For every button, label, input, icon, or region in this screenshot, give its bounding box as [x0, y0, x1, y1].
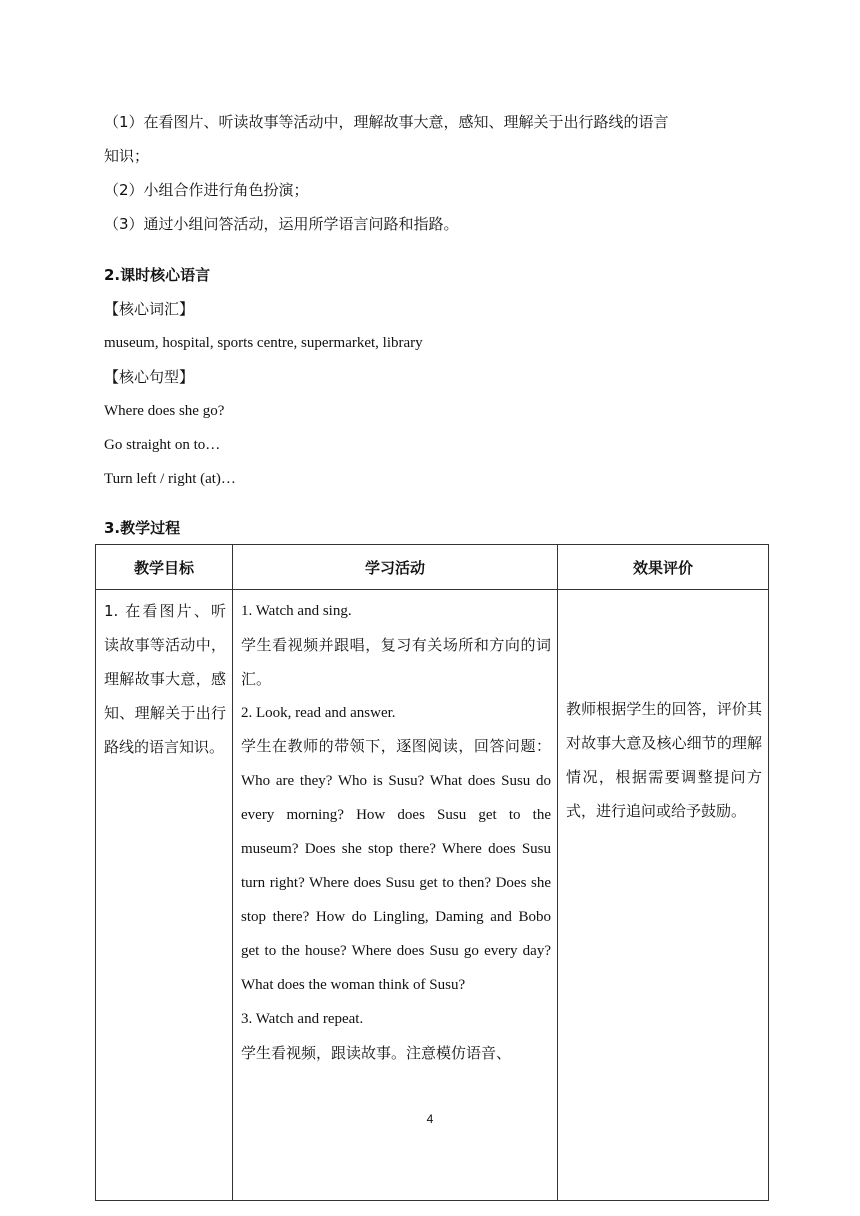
evaluation-text: 教师根据学生的回答，评价其对故事大意及核心细节的理解情况，根据需要调整提问方式，进行追问或给予鼓励。	[566, 700, 762, 820]
pattern-2: Go straight on to…	[104, 437, 221, 453]
activity-2-title: 2. Look, read and answer.	[241, 705, 396, 721]
header-evaluation: 效果评价	[558, 545, 769, 590]
header-goal: 教学目标	[96, 545, 233, 590]
activity-3-title: 3. Watch and repeat.	[241, 1011, 364, 1027]
objective-line-2: （2）小组合作进行角色扮演；	[104, 181, 309, 199]
vocab-list: museum, hospital, sports centre, supermarket, library	[104, 335, 423, 351]
activity-3-desc: 学生看视频，跟读故事。注意模仿语音、	[241, 1044, 512, 1062]
table-header-row	[96, 545, 769, 590]
pattern-3: Turn left / right (at)…	[104, 471, 236, 487]
objective-line-1: （1）在看图片、听读故事等活动中，理解故事大意，感知、理解关于出行路线的语言	[104, 113, 669, 131]
teaching-process-table	[95, 544, 769, 1201]
activity-1-desc: 学生看视频并跟唱，复习有关场所和方向的词汇。	[241, 636, 551, 688]
section-2-heading: 2.课时核心语言	[104, 266, 211, 284]
patterns-label: 【核心句型】	[104, 368, 195, 386]
section-3-heading: 3.教学过程	[104, 519, 181, 537]
vocab-label: 【核心词汇】	[104, 300, 195, 318]
goal-text: 1. 在看图片、听读故事等活动中，理解故事大意，感知、理解关于出行路线的语言知识。	[104, 602, 226, 756]
page-number: 4	[426, 1112, 434, 1126]
table-row	[96, 590, 769, 1201]
pattern-1: Where does she go?	[104, 403, 225, 419]
activity-1-title: 1. Watch and sing.	[241, 603, 352, 619]
activities-cell	[233, 590, 558, 1201]
evaluation-cell	[558, 590, 769, 1201]
objective-line-1-cont: 知识；	[104, 147, 150, 165]
activity-2-desc: 学生在教师的带领下，逐图阅读，回答问题：Who are they? Who is Susu? What does Susu do every morning? How does Susu get to the museum? Does she stop there? Where does Susu turn right? Where does Susu get to then? Does she stop there? How do Lingling, Daming and Bobo get to the house? Where does Susu go every day? What does the woman think of Susu?	[241, 739, 551, 993]
goal-cell	[96, 590, 233, 1201]
objective-line-3: （3）通过小组问答活动，运用所学语言问路和指路。	[104, 215, 459, 233]
header-activities: 学习活动	[233, 545, 558, 590]
